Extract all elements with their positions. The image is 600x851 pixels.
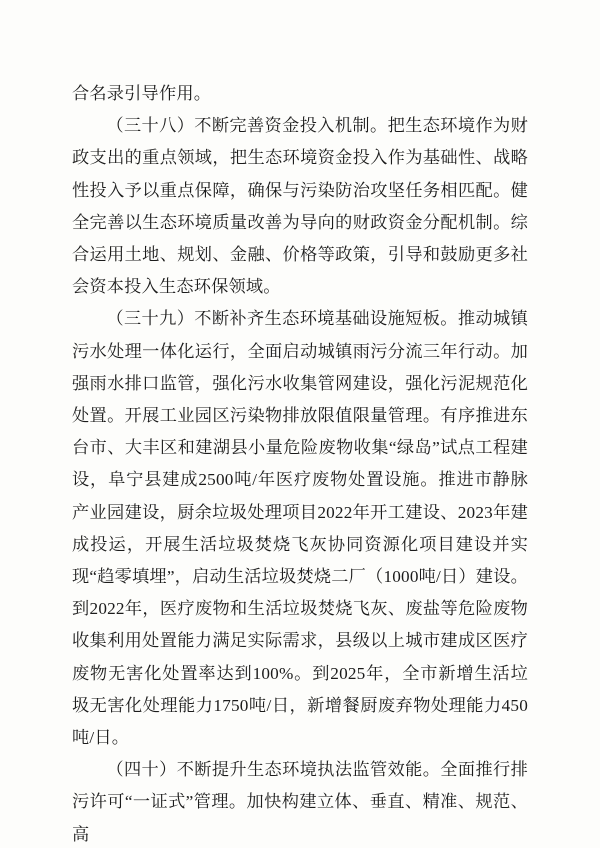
paragraph-section-38: （三十八）不断完善资金投入机制。把生态环境作为财政支出的重点领域，把生态环境资金投入作为基础性、战略性投入予以重点保障，确保与污染防治攻坚任务相匹配。健全完善以生态环境质量改善为导向的财政资金分配机制。综合运用土地、规划、金融、价格等政策，引导和鼓励更多社会资本投入生态环保领域。 <box>72 116 528 297</box>
page-text-body <box>72 78 528 851</box>
paragraph-section-39: （三十九）不断补齐生态环境基础设施短板。推动城镇污水处理一体化运行，全面启动城镇雨污分流三年行动。加强雨水排口监管，强化污水收集管网建设，强化污泥规范化处置。开展工业园区污染物排放限值限量管理。有序推进东台市、大丰区和建湖县小量危险废物收集“绿岛”试点工程建设，阜宁县建成2500吨/年医疗废物处置设施。推进市静脉产业园建设，厨余垃圾处理项目2022年开工建设、2023年建成投运，开展生活垃圾焚烧飞灰协同资源化项目建设并实现“趋零填埋”，启动生活垃圾焚烧二厂（1000吨/日）建设。到2022年，医疗废物和生活垃圾焚烧飞灰、废盐等危险废物收集利用处置能力满足实际需求，县级以上城市建成区医疗废物无害化处置率达到100%。到2025年，全市新增生活垃圾无害化处理能力1750吨/日，新增餐厨废弃物处理能力450吨/日。 <box>72 309 528 748</box>
paragraph-section-40: （四十）不断提升生态环境执法监管效能。全面推行排污许可“一证式”管理。加快构建立体、垂直、精准、规范、高 <box>72 760 528 844</box>
paragraph-continued: 合名录引导作用。 <box>72 84 212 103</box>
